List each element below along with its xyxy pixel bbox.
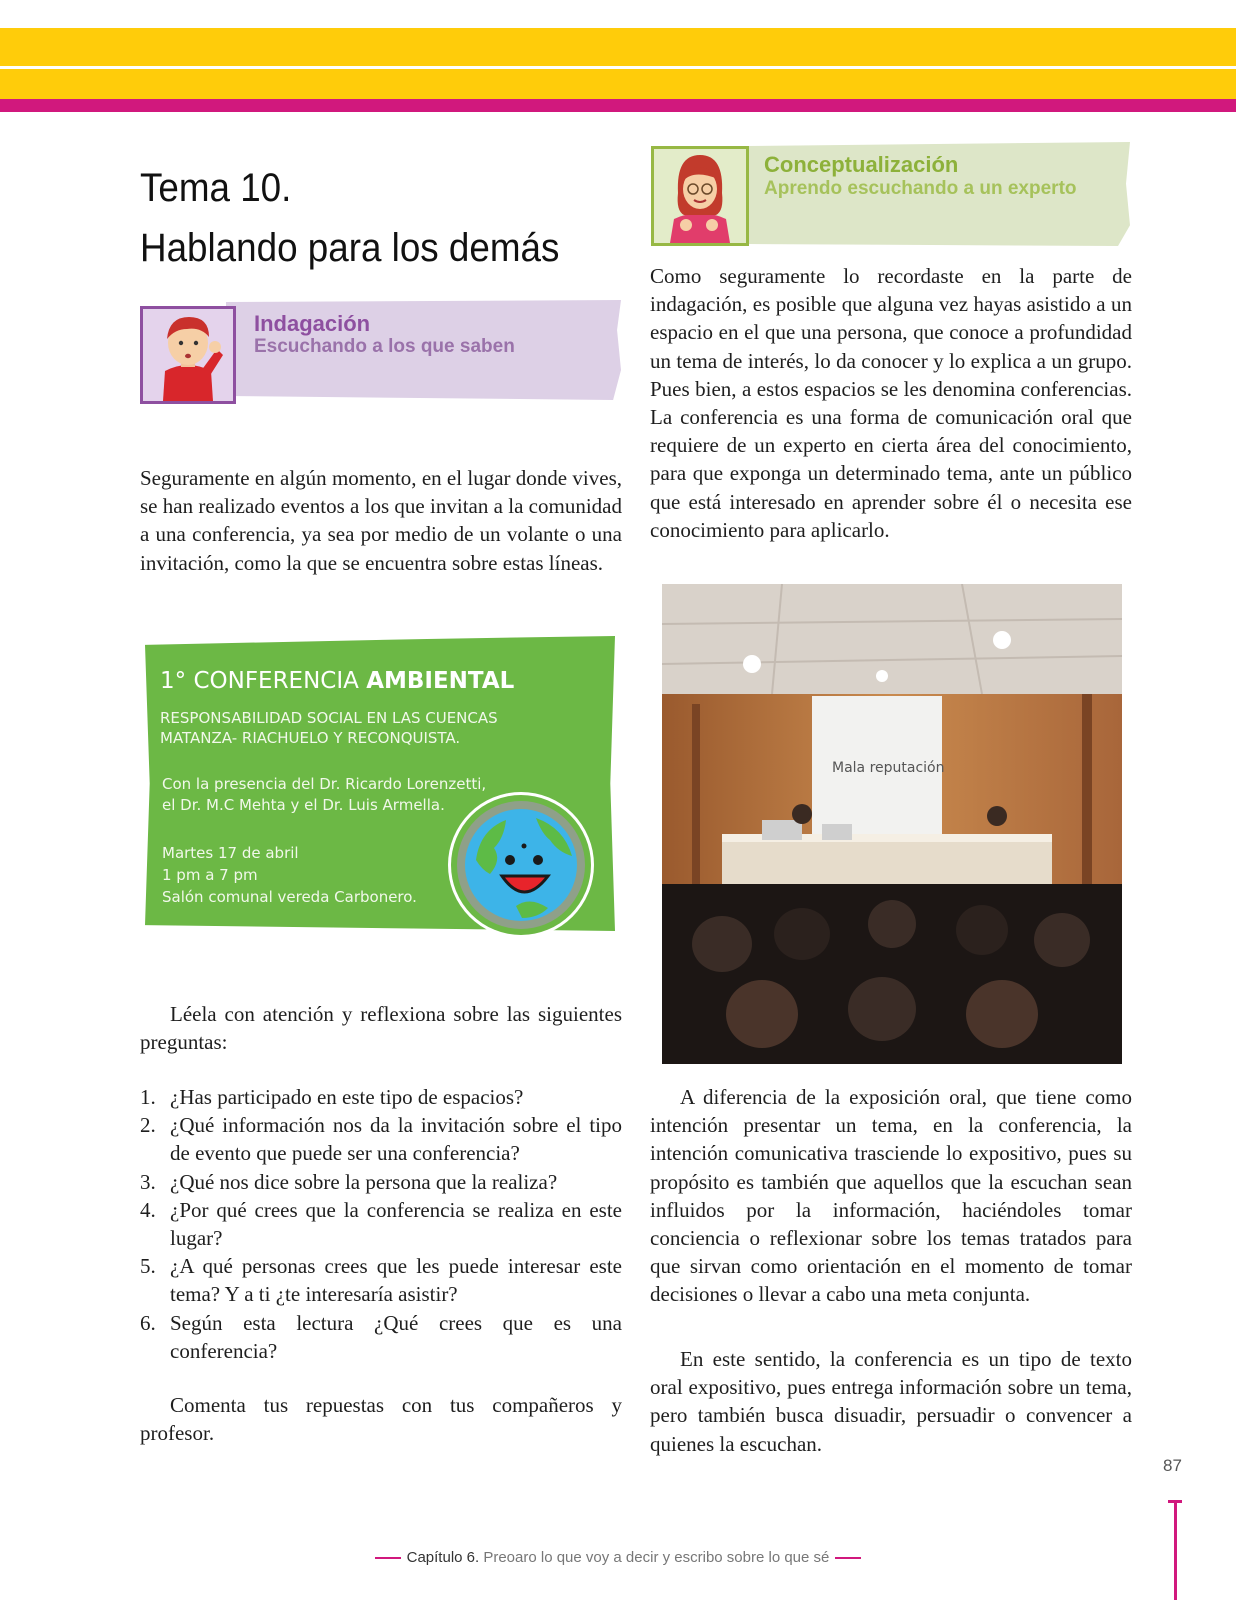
- indagacion-title: Indagación: [254, 311, 371, 336]
- title-line-2: Hablando para los demás: [140, 226, 560, 270]
- list-item: [140, 1309, 622, 1365]
- flyer-place: Salón comunal vereda Carbonero.: [162, 888, 417, 906]
- footer-text: Preoaro lo que voy a decir y escribo sobre lo que sé: [479, 1549, 830, 1566]
- flyer-date: Martes 17 de abril: [162, 844, 299, 862]
- title-line-1: Tema 10.: [140, 166, 292, 210]
- flyer-presence-line-1: Con la presencia del Dr. Ricardo Lorenzetti,: [162, 775, 487, 793]
- question-text: ¿A qué personas crees que les puede interesar este tema? Y a ti ¿te interesaría asistir?: [170, 1254, 622, 1307]
- flyer-subtitle-line-1: RESPONSABILIDAD SOCIAL EN LAS CUENCAS: [160, 709, 498, 727]
- list-item: [140, 1252, 622, 1308]
- flyer-title-bold: AMBIENTAL: [366, 668, 515, 694]
- thinking-boy-illustration: [140, 306, 236, 404]
- top-yellow-band: [0, 28, 1236, 66]
- footer-chapter: Capítulo 6.: [406, 1549, 480, 1566]
- list-item: [140, 1083, 622, 1111]
- question-number: 2.: [140, 1113, 156, 1138]
- page-title: [140, 158, 563, 278]
- top-magenta-band: [0, 99, 1236, 112]
- list-item: [140, 1111, 622, 1167]
- question-number: 5.: [140, 1254, 156, 1279]
- flyer-time: 1 pm a 7 pm: [162, 866, 258, 884]
- conceptualizacion-title: Conceptualización: [764, 152, 959, 177]
- flyer-presence-line-2: el Dr. M.C Mehta y el Dr. Luis Armella.: [162, 796, 445, 814]
- question-number: 1.: [140, 1085, 156, 1109]
- teacher-illustration: [651, 146, 749, 246]
- flyer-schedule: [162, 842, 462, 908]
- smiling-earth-icon: [446, 790, 596, 940]
- page-number: 87: [1163, 1456, 1182, 1475]
- list-item: [140, 1196, 622, 1252]
- question-text: ¿Qué información nos da la invitación sobre el tipo de evento que puede ser una conferencia?: [170, 1113, 622, 1166]
- page-footer: [0, 1549, 1236, 1566]
- flyer-subtitle: [160, 708, 560, 748]
- top-yellow-band-lower: [0, 69, 1236, 99]
- closing-paragraph: Comenta tus repuestas con tus compañeros y profesor.: [140, 1393, 622, 1446]
- questions-list: [140, 1083, 622, 1365]
- question-text: Según esta lectura ¿Qué crees que es una conferencia?: [170, 1310, 622, 1363]
- conceptualizacion-subtitle: Aprendo escuchando a un experto: [764, 178, 1077, 199]
- list-item: [140, 1168, 622, 1196]
- question-number: 4.: [140, 1197, 156, 1222]
- question-number: 6.: [140, 1310, 156, 1335]
- screen-text: Mala reputación: [832, 760, 945, 776]
- difference-paragraph: A diferencia de la exposición oral, que tiene como intención presentar un tema, en la conferencia, la intención comunicativa trasciende lo expositivo, pues su propósito es también que aquellos que la escuchan sean influidos por la información, haciéndoles tomar conciencia o reflexionar sobre los temas tratados para que sirvan como orientación en el momento de tomar decisiones o llevar a cabo una meta conjunta.: [650, 1085, 1132, 1307]
- flyer-subtitle-line-2: MATANZA- RIACHUELO Y RECONQUISTA.: [160, 729, 461, 747]
- footer-bar-right: [835, 1557, 861, 1559]
- indagacion-subtitle: Escuchando a los que saben: [254, 336, 515, 357]
- questions-intro: Léela con atención y reflexiona sobre las siguientes preguntas:: [140, 1002, 622, 1055]
- conference-room-photo: [662, 584, 1122, 1064]
- flyer-title: [160, 668, 514, 694]
- question-number: 3.: [140, 1169, 156, 1194]
- question-text: ¿Has participado en este tipo de espacios?: [170, 1085, 524, 1109]
- sense-paragraph: En este sentido, la conferencia es un tipo de texto oral expositivo, pues entrega información sobre un tema, pero también busca disuadir, persuadir o convencer a quienes la escuchan.: [650, 1347, 1132, 1456]
- intro-paragraph: Seguramente en algún momento, en el lugar donde vives, se han realizado eventos a los que invitan a la comunidad a una conferencia, ya sea por medio de un volante o una invitación, como la que se encuentra sobre estas líneas.: [140, 466, 622, 575]
- concept-paragraph: Como seguramente lo recordaste en la parte de indagación, es posible que alguna vez hayas asistido a un espacio en el que una persona, que conoce a profundidad un tema de interés, lo da conocer y lo explica a un grupo. Pues bien, a estos espacios se les denomina conferencias. La conferencia es una forma de comunicación oral que requiere de un experto en cierta área del conocimiento, para que exponga un determinado tema, ante un público que está interesado en aprender sobre él o necesita ese conocimiento para aplicarlo.: [650, 264, 1132, 542]
- flyer-title-prefix: 1° CONFERENCIA: [160, 668, 367, 694]
- footer-bar-left: [375, 1557, 401, 1559]
- question-text: ¿Qué nos dice sobre la persona que la realiza?: [170, 1169, 558, 1194]
- question-text: ¿Por qué crees que la conferencia se realiza en este lugar?: [170, 1197, 622, 1251]
